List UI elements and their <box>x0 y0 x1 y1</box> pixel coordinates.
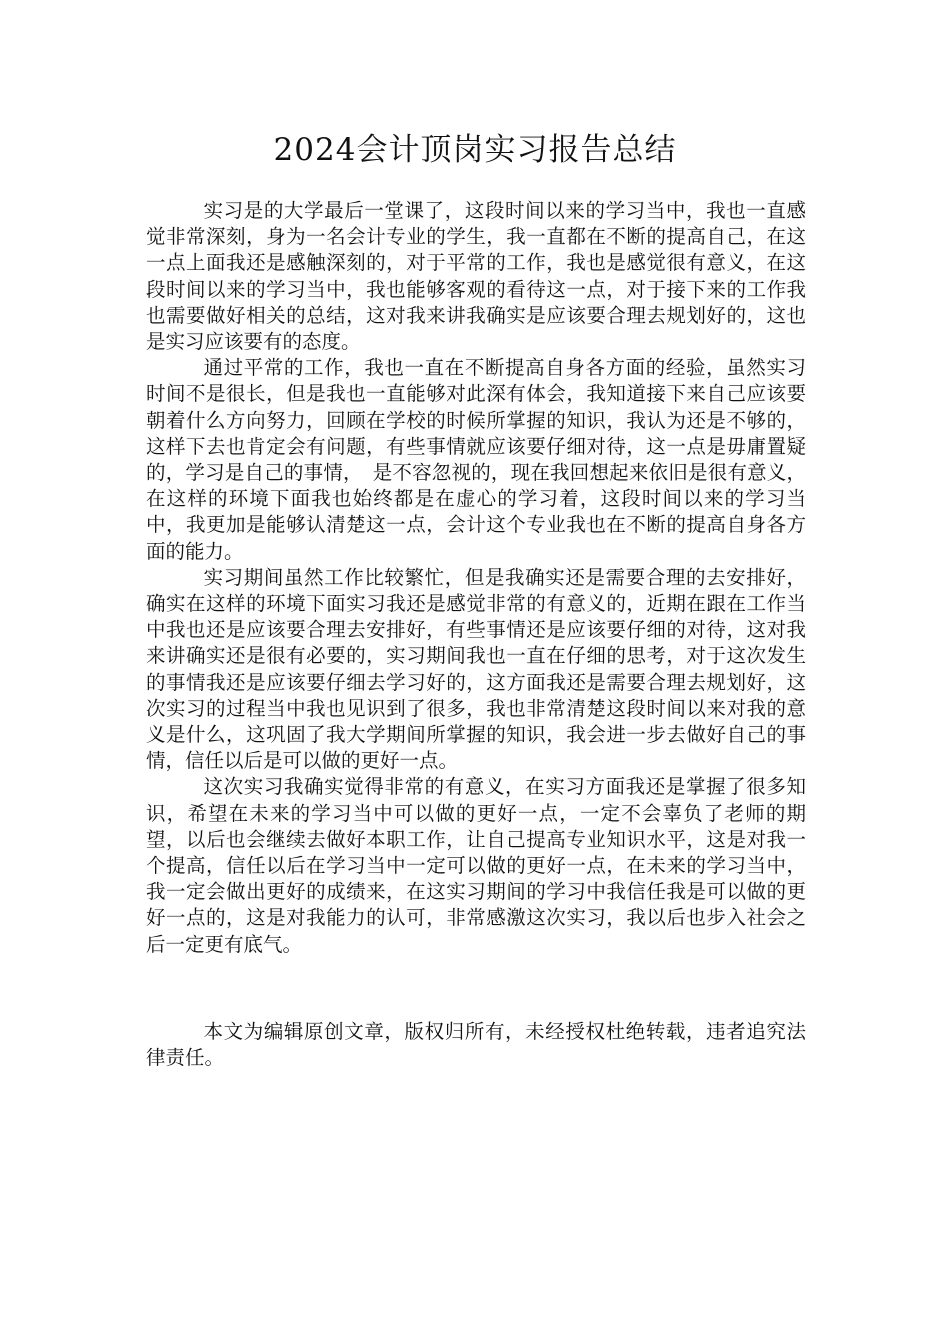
paragraph-3: 实习期间虽然工作比较繁忙，但是我确实还是需要合理的去安排好，确实在这样的环境下面实习我还是感觉非常的有意义的，近期在跟在工作当中我也还是应该要合理去安排好，有些事情还是应该要仔细的对待，这对我来讲确实还是很有必要的，实习期间我也一直在仔细的思考，对于这次发生的事情我还是应该要仔细去学习好的，这方面我还是需要合理去规划好，这次实习的过程当中我也见识到了很多，我也非常清楚这段时间以来对我的意义是什么，这巩固了我大学期间所掌握的知识，我会进一步去做好自己的事情，信任以后是可以做的更好一点。 <box>146 565 806 773</box>
paragraph-1: 实习是的大学最后一堂课了，这段时间以来的学习当中，我也一直感觉非常深刻，身为一名会计专业的学生，我一直都在不断的提高自己，在这一点上面我还是感触深刻的，对于平常的工作，我也是感觉很有意义，在这段时间以来的学习当中，我也能够客观的看待这一点，对于接下来的工作我也需要做好相关的总结，这对我来讲我确实是应该要合理去规划好的，这也是实习应该要有的态度。 <box>146 199 806 354</box>
copyright-notice: 本文为编辑原创文章，版权归所有，未经授权杜绝转载，违者追究法律责任。 <box>146 1020 806 1070</box>
paragraph-4: 这次实习我确实觉得非常的有意义，在实习方面我还是掌握了很多知识，希望在未来的学习当中可以做的更好一点，一定不会辜负了老师的期望，以后也会继续去做好本职工作，让自己提高专业知识水平，这是对我一个提高，信任以后在学习当中一定可以做的更好一点，在未来的学习当中，我一定会做出更好的成绩来，在这实习期间的学习中我信任我是可以做的更好一点的，这是对我能力的认可，非常感激这次实习，我以后也步入社会之后一定更有底气。 <box>146 775 806 956</box>
document-title: 2024会计顶岗实习报告总结 <box>273 132 677 168</box>
document-body <box>146 198 806 958</box>
paragraph-2: 通过平常的工作，我也一直在不断提高自身各方面的经验，虽然实习时间不是很长，但是我也一直能够对此深有体会，我知道接下来自己应该要朝着什么方向努力，回顾在学校的时候所掌握的知识，我认为还是不够的，这样下去也肯定会有问题，有些事情就应该要仔细对待，这一点是毋庸置疑的，学习是自己的事情， 是不容忽视的，现在我回想起来依旧是很有意义，在这样的环境下面我也始终都是在虚心的学习着，这段时间以来的学习当中，我更加是能够认清楚这一点，会计这个专业我也在不断的提高自身各方面的能力。 <box>146 356 806 563</box>
